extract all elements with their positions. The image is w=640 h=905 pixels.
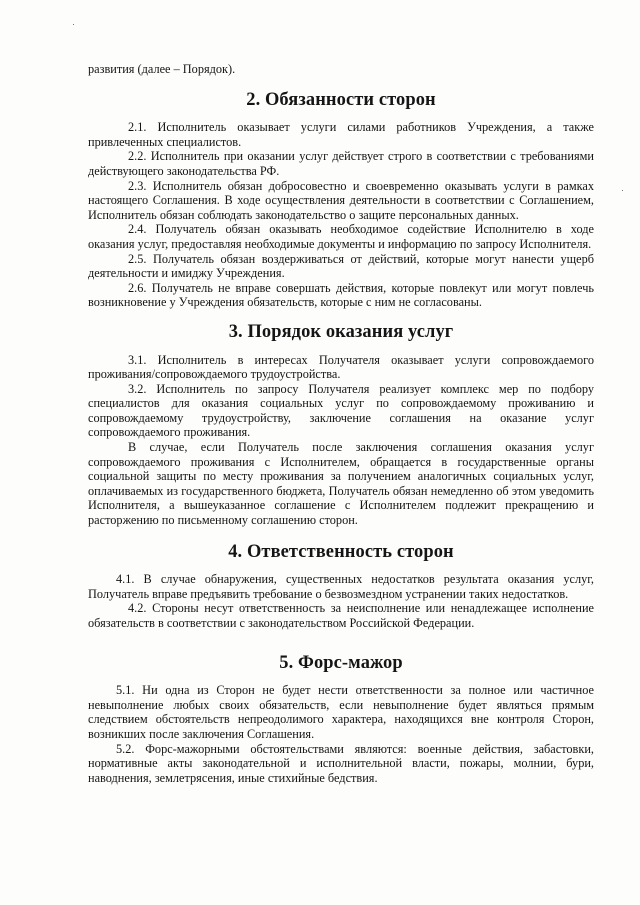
section-heading: 5. Форс-мажор	[279, 651, 403, 672]
paragraph: 2.6. Получатель не вправе совершать действия, которые повлекут или могут повлечь возникновение у Учреждения обязательств, которые с ним не согласованы.	[88, 280, 594, 310]
section-service-procedure	[88, 320, 594, 528]
document-body	[88, 62, 594, 785]
paragraph: 3.1. Исполнитель в интересах Получателя оказывает услуги сопровождаемого проживания/сопровождаемого трудоустройства.	[88, 352, 594, 382]
paragraph: 4.2. Стороны несут ответственность за неисполнение или ненадлежащее исполнение обязательств в соответствии с законодательством Российской Федерации.	[88, 601, 594, 630]
paragraph: 5.2. Форс-мажорными обстоятельствами являются: военные действия, забастовки, нормативные акты законодательной и исполнительной власти, пожары, молнии, бури, наводнения, землетрясения, иные стихийные бедствия.	[88, 741, 594, 785]
section-heading: 3. Порядок оказания услуг	[228, 320, 454, 341]
paragraph: В случае, если Получатель после заключения соглашения оказания услуг сопровождаемого проживания с Исполнителем, обращается в государственные органы социальной защиты по месту проживания за получением аналогичных социальных услуг, оплачиваемых из государственного бюджета, Получатель обязан немедленно об этом уведомить Исполнителя, а вышеуказанное соглашение с Исполнителем подлежит прекращению и расторжению по письменному соглашению сторон.	[88, 440, 594, 528]
paragraph: 2.5. Получатель обязан воздерживаться от действий, которые могут нанести ущерб деятельности и имиджу Учреждения.	[88, 251, 594, 281]
section-force-majeure	[88, 651, 594, 786]
paragraph: 3.2. Исполнитель по запросу Получателя реализует комплекс мер по подбору специалистов для оказания социальных услуг по сопровождаемому проживанию и сопровождаемому трудоустройству, заключение соглашения на оказание услуг сопровождаемого проживания.	[88, 381, 594, 440]
section-liability	[88, 540, 594, 631]
paragraph: 2.1. Исполнитель оказывает услуги силами работников Учреждения, а также привлеченных специалистов.	[88, 120, 594, 149]
lead-text: развития (далее – Порядок).	[88, 62, 236, 76]
section-heading: 4. Ответственность сторон	[228, 540, 454, 561]
scan-speck	[622, 190, 623, 191]
paragraph: 4.1. В случае обнаружения, существенных недостатков результата оказания услуг, Получатель вправе предъявить требование о безвозмездном устранении таких недостатков.	[88, 572, 594, 601]
paragraph: 2.2. Исполнитель при оказании услуг действует строго в соответствии с требованиями действующего законодательства РФ.	[88, 149, 594, 178]
section-obligations	[88, 88, 594, 310]
scan-speck	[73, 24, 74, 25]
paragraph: 5.1. Ни одна из Сторон не будет нести ответственности за полное или частичное невыполнение любых своих обязательств, если невыполнение будет являться прямым следствием обстоятельств непреодолимого характера, находящихся вне контроля Сторон, возникших после заключения Соглашения.	[88, 683, 594, 741]
section-heading: 2. Обязанности сторон	[246, 88, 436, 109]
paragraph: 2.4. Получатель обязан оказывать необходимое содействие Исполнителю в ходе оказания услуг, предоставляя необходимые документы и информацию по запросу Исполнителя.	[88, 222, 594, 251]
paragraph: 2.3. Исполнитель обязан добросовестно и своевременно оказывать услуги в рамках настоящего Соглашения. В ходе осуществления деятельности в соответствии с Соглашением, Исполнитель обязан соблюдать законодательство о защите персональных данных.	[88, 178, 594, 222]
